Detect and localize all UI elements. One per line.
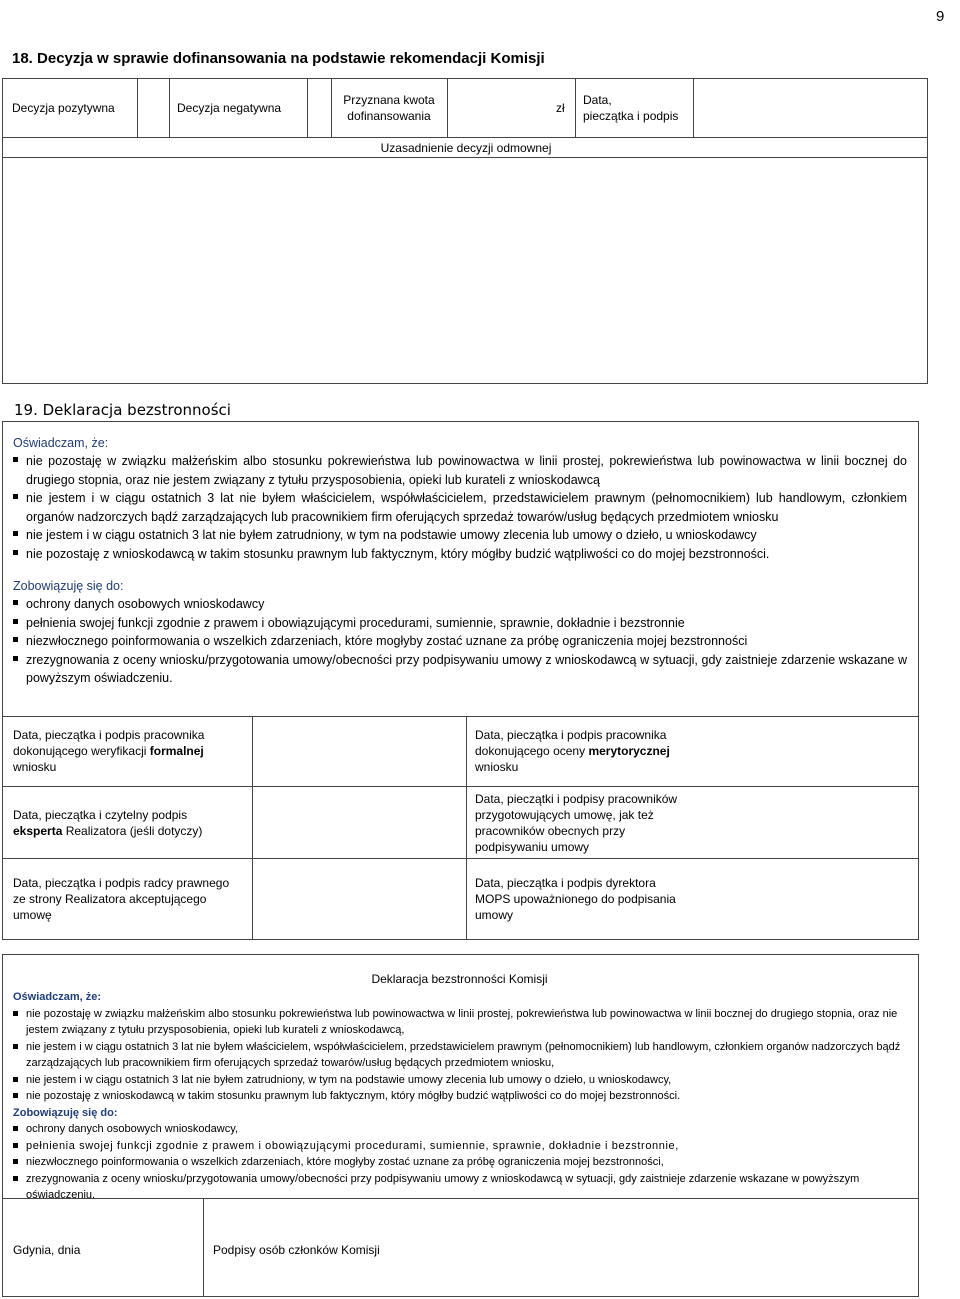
formal-signature-field[interactable] bbox=[253, 716, 465, 786]
list-item: niezwłocznego poinformowania o wszelkich zdarzeniach, które mogłyby zostać uznane za próbę ograniczenia mojej bezstronności bbox=[13, 632, 907, 651]
commission-oblige-heading: Zobowiązuję się do: bbox=[13, 1106, 118, 1119]
list-item: zrezygnowania z oceny wniosku/przygotowania umowy/obecności przy podpisywaniu umowy z wnioskodawcą w sytuacji, gdy zaistnieje zdarzenie wskazane w powyższym oświadczeniu. bbox=[13, 1171, 906, 1204]
director-label: Data, pieczątka i podpis dyrektora MOPS upoważnionego do podpisania umowy bbox=[475, 876, 676, 922]
commission-declaration-box bbox=[2, 954, 919, 1199]
list-item: ochrony danych osobowych wnioskodawcy, bbox=[13, 1121, 906, 1138]
list-item: pełnienia swojej funkcji zgodnie z prawem i obowiązującymi procedurami, sumiennie, sprawnie, dokładnie i bezstronnie bbox=[13, 614, 907, 633]
legal-signature-field[interactable] bbox=[253, 859, 465, 939]
commission-declare-heading: Oświadczam, że: bbox=[13, 991, 102, 1003]
commission-signature-row bbox=[2, 1198, 919, 1297]
list-item: nie pozostaję z wnioskodawcą w takim stosunku prawnym lub faktycznym, który mógłby budzić wątpliwości co do mojej bezstronności. bbox=[13, 545, 907, 564]
list-item: nie jestem i w ciągu ostatnich 3 lat nie byłem zatrudniony, w tym na podstawie umowy zlecenia lub umowy o dzieło, u wnioskodawcy bbox=[13, 526, 907, 545]
granted-amount-label: Przyznana kwota dofinansowania bbox=[343, 93, 435, 123]
expert-label: Data, pieczątka i czytelny podpis eksperta Realizatora (jeśli dotyczy) bbox=[13, 808, 203, 838]
decision-table bbox=[2, 78, 928, 384]
merit-evaluation-label: Data, pieczątka i podpis pracownika dokonującego oceny merytorycznej wniosku bbox=[475, 728, 670, 774]
currency-label: zł bbox=[556, 101, 565, 115]
declare-heading: Oświadczam, że: bbox=[13, 436, 109, 450]
list-item: nie pozostaję z wnioskodawcą w takim stosunku prawnym lub faktycznym, który mógłby budzić wątpliwości co do mojej bezstronności. bbox=[13, 1088, 906, 1105]
list-item: zrezygnowania z oceny wniosku/przygotowania umowy/obecności przy podpisywaniu umowy z wnioskodawcą w sytuacji, gdy zaistnieje zdarzenie wskazane w powyższym oświadczeniu. bbox=[13, 651, 907, 688]
list-item: nie jestem i w ciągu ostatnich 3 lat nie byłem właścicielem, współwłaścicielem, przedstawicielem prawnym (pełnomocnikiem) lub handlowym, członkiem organów nadzorczych bądź zarządzających lub pracownikiem firm oferujących sprzedaż towarów/usług będących przedmiotem wniosku bbox=[13, 489, 907, 526]
declaration-box bbox=[2, 421, 919, 717]
workers-label: Data, pieczątki i podpisy pracowników przygotowujących umowę, jak też pracowników obecnych przy podpisywaniu umowy bbox=[475, 792, 678, 854]
declare-list bbox=[13, 452, 907, 563]
justification-field[interactable] bbox=[3, 158, 929, 383]
list-item: nie jestem i w ciągu ostatnich 3 lat nie byłem właścicielem, współwłaścicielem, przedstawicielem prawnym (pełnomocnikiem) lub handlowym, członkiem organów nadzorczych bądź zarządzających lub pracownikiem firm oferujących sprzedaż towarów/usług będących przedmiotem wniosku, bbox=[13, 1039, 906, 1072]
page-number: 9 bbox=[936, 8, 945, 25]
justification-label: Uzasadnienie decyzji odmownej bbox=[380, 141, 552, 155]
legal-advisor-label: Data, pieczątka i podpis radcy prawnego ze strony Realizatora akceptującego umowę bbox=[13, 876, 230, 922]
negative-decision-label: Decyzja negatywna bbox=[177, 101, 282, 115]
section-18-title: 18. Decyzja w sprawie dofinansowania na podstawie rekomendacji Komisji bbox=[12, 50, 545, 67]
positive-decision-label: Decyzja pozytywna bbox=[12, 101, 115, 115]
expert-signature-field[interactable] bbox=[253, 787, 465, 857]
list-item: pełnienia swojej funkcji zgodnie z prawem i obowiązującymi procedurami, sumiennie, sprawnie, dokładnie i bezstronnie, bbox=[13, 1138, 906, 1155]
members-signatures-label: Podpisy osób członków Komisji bbox=[213, 1243, 380, 1257]
list-item: nie pozostaję w związku małżeńskim albo stosunku pokrewieństwa lub powinowactwa w linii prostej, pokrewieństwa lub powinowactwa w linii bocznej do drugiego stopnia, oraz nie jestem związany z tytułu przysposobienia, opieki lub kurateli z wnioskodawcą, bbox=[13, 1006, 906, 1039]
place-date-label: Gdynia, dnia bbox=[13, 1243, 81, 1257]
section-19-title: 19. Deklaracja bezstronności bbox=[14, 401, 231, 419]
commission-declare-list bbox=[13, 1006, 906, 1105]
commission-title: Deklaracja bezstronności Komisji bbox=[371, 972, 548, 986]
list-item: nie pozostaję w związku małżeńskim albo stosunku pokrewieństwa lub powinowactwa w linii prostej, pokrewieństwa lub powinowactwa w linii bocznej do drugiego stopnia, oraz nie jestem związany z tytułu przysposobienia, opieki lub kurateli z wnioskodawcą bbox=[13, 452, 907, 489]
formal-verification-label: Data, pieczątka i podpis pracownika dokonującego weryfikacji formalnej wniosku bbox=[13, 728, 205, 774]
signature-grid bbox=[2, 716, 919, 940]
list-item: nie jestem i w ciągu ostatnich 3 lat nie byłem zatrudniony, w tym na podstawie umowy zlecenia lub umowy o dzieło, u wnioskodawcy, bbox=[13, 1072, 906, 1089]
list-item: niezwłocznego poinformowania o wszelkich zdarzeniach, które mogłyby zostać uznane za próbę ograniczenia mojej bezstronności, bbox=[13, 1154, 906, 1171]
list-item: ochrony danych osobowych wnioskodawcy bbox=[13, 595, 907, 614]
commission-oblige-list bbox=[13, 1121, 906, 1204]
oblige-heading: Zobowiązuję się do: bbox=[13, 579, 124, 593]
oblige-list bbox=[13, 595, 907, 688]
date-stamp-label: Data, pieczątka i podpis bbox=[583, 93, 679, 123]
